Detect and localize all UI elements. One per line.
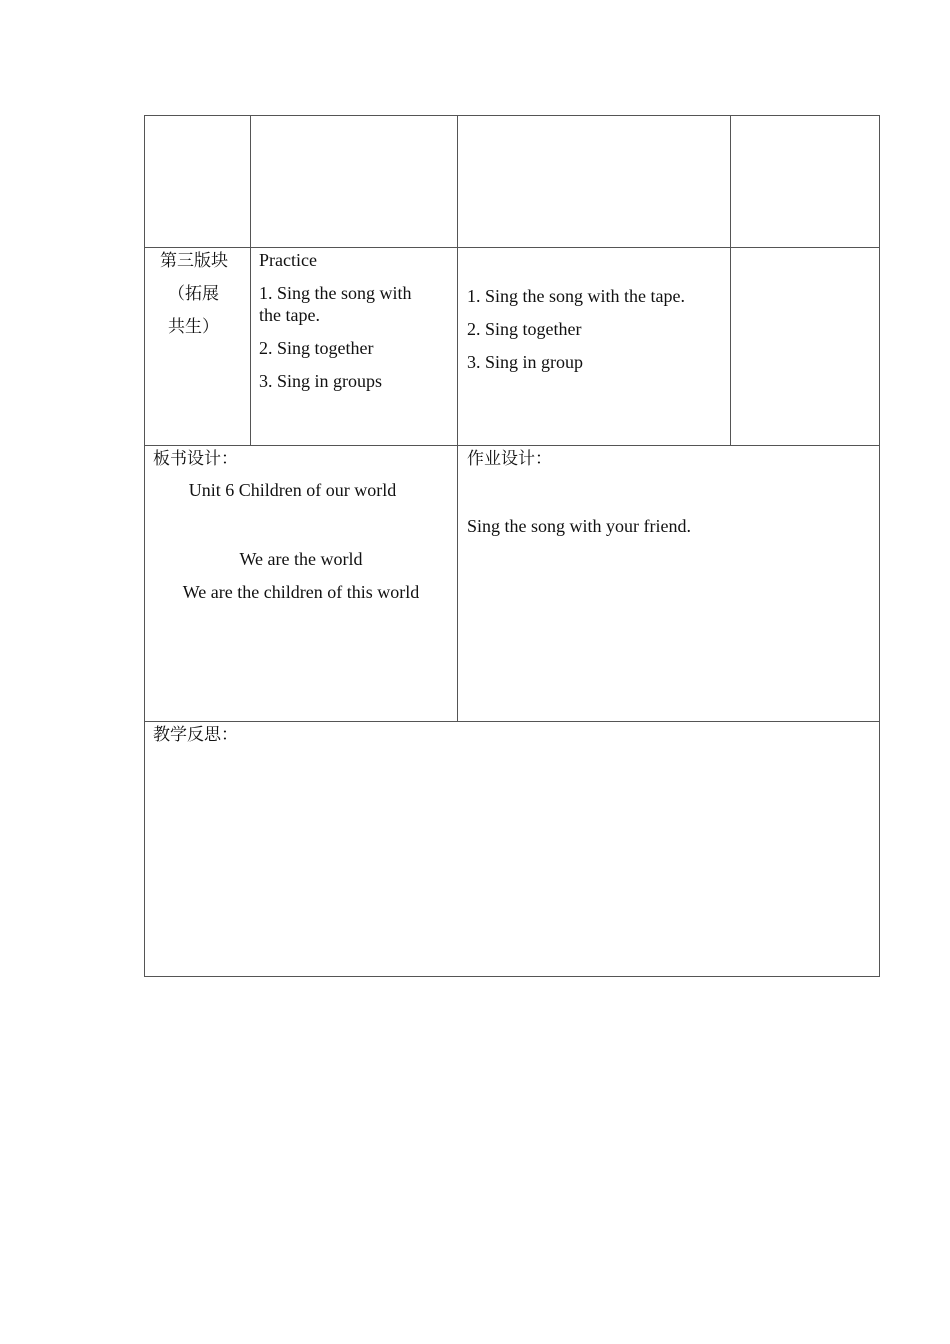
table-column-divider	[730, 115, 731, 446]
table-row-divider	[144, 721, 880, 722]
table-border-bottom	[144, 976, 880, 977]
teacher-item-3: 3. Sing in groups	[259, 371, 383, 391]
board-design-label: 板书设计：	[153, 449, 238, 469]
teacher-item-1-line1: 1. Sing the song with	[259, 283, 412, 303]
board-design-line-2: We are the children of this world	[182, 582, 420, 602]
section3-label-line1: 第三版块	[160, 251, 228, 271]
section3-label-line2: （拓展	[168, 284, 219, 304]
homework-label: 作业设计：	[467, 449, 552, 469]
board-design-title: Unit 6 Children of our world	[188, 480, 397, 500]
section3-label-line3: 共生）	[168, 317, 219, 337]
reflection-label: 教学反思：	[153, 725, 238, 745]
table-border-top	[144, 115, 880, 116]
table-border-left	[144, 115, 145, 977]
table-border-right	[879, 115, 880, 977]
table-column-divider	[250, 115, 251, 446]
teacher-item-2: 2. Sing together	[259, 338, 374, 358]
student-item-2: 2. Sing together	[467, 319, 582, 339]
homework-text: Sing the song with your friend.	[467, 516, 691, 536]
practice-heading: Practice	[259, 250, 317, 270]
student-item-1: 1. Sing the song with the tape.	[467, 286, 685, 306]
table-row-divider	[144, 445, 880, 446]
table-row-divider	[144, 247, 880, 248]
board-design-line-1: We are the world	[239, 549, 363, 569]
teacher-item-1-line2: the tape.	[259, 305, 320, 325]
student-item-3: 3. Sing in group	[467, 352, 584, 372]
table-column-divider	[457, 115, 458, 722]
